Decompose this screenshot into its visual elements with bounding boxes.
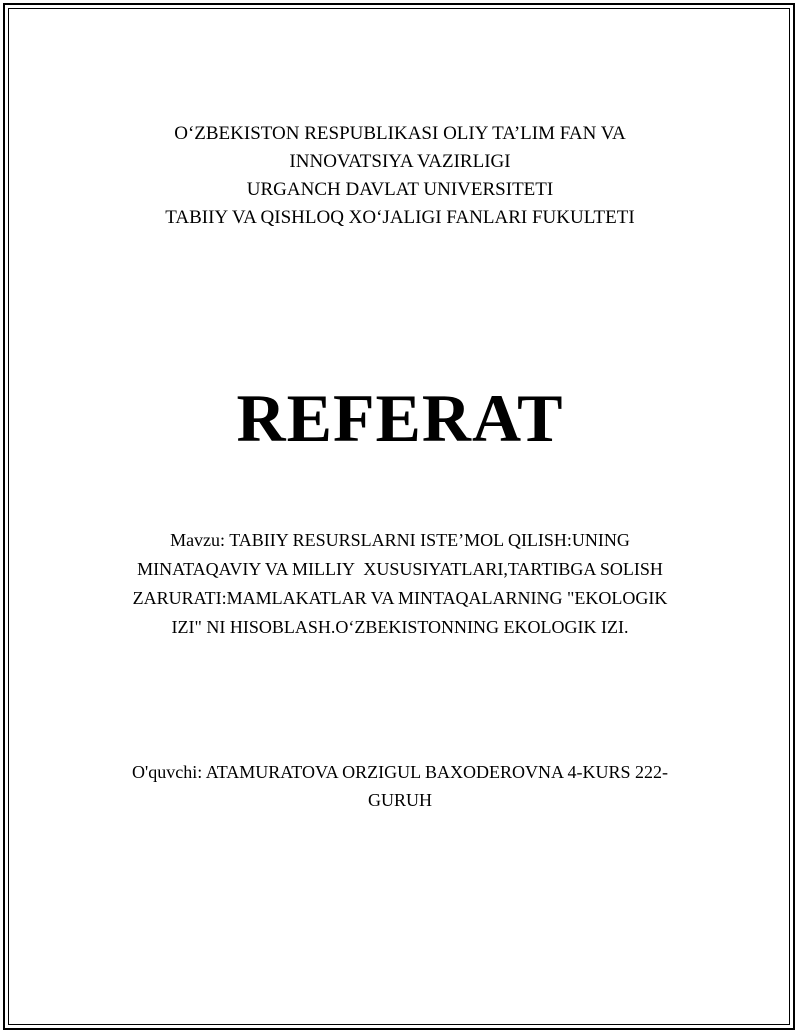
topic-block bbox=[0, 526, 800, 642]
institution-header bbox=[0, 120, 800, 232]
student-line-1: O'quvchi: ATAMURATOVA ORZIGUL BAXODEROVNA 4-KURS 222- bbox=[132, 762, 668, 782]
topic-line-1: Mavzu: TABIIY RESURSLARNI ISTE’MOL QILISH:UNING bbox=[170, 530, 630, 550]
header-line-faculty: TABIIY VA QISHLOQ XO‘JALIGI FANLARI FUKULTETI bbox=[165, 207, 635, 228]
document-title: REFERAT bbox=[236, 380, 564, 456]
topic-line-3: ZARURATI:MAMLAKATLAR VA MINTAQALARNING "EKOLOGIK bbox=[132, 588, 668, 608]
student-block bbox=[0, 758, 800, 814]
header-line-ministry: O‘ZBEKISTON RESPUBLIKASI OLIY TA’LIM FAN VA bbox=[174, 123, 626, 144]
header-line-university: URGANCH DAVLAT UNIVERSITETI bbox=[246, 179, 554, 200]
student-line-2: GURUH bbox=[367, 790, 432, 810]
topic-line-2: MINATAQAVIY VA MILLIY XUSUSIYATLARI,TARTIBGA SOLISH bbox=[137, 559, 663, 579]
header-line-ministry-cont: INNOVATSIYA VAZIRLIGI bbox=[289, 151, 511, 172]
topic-line-4: IZI" NI HISOBLASH.O‘ZBEKISTONNING EKOLOGIK IZI. bbox=[171, 617, 629, 637]
